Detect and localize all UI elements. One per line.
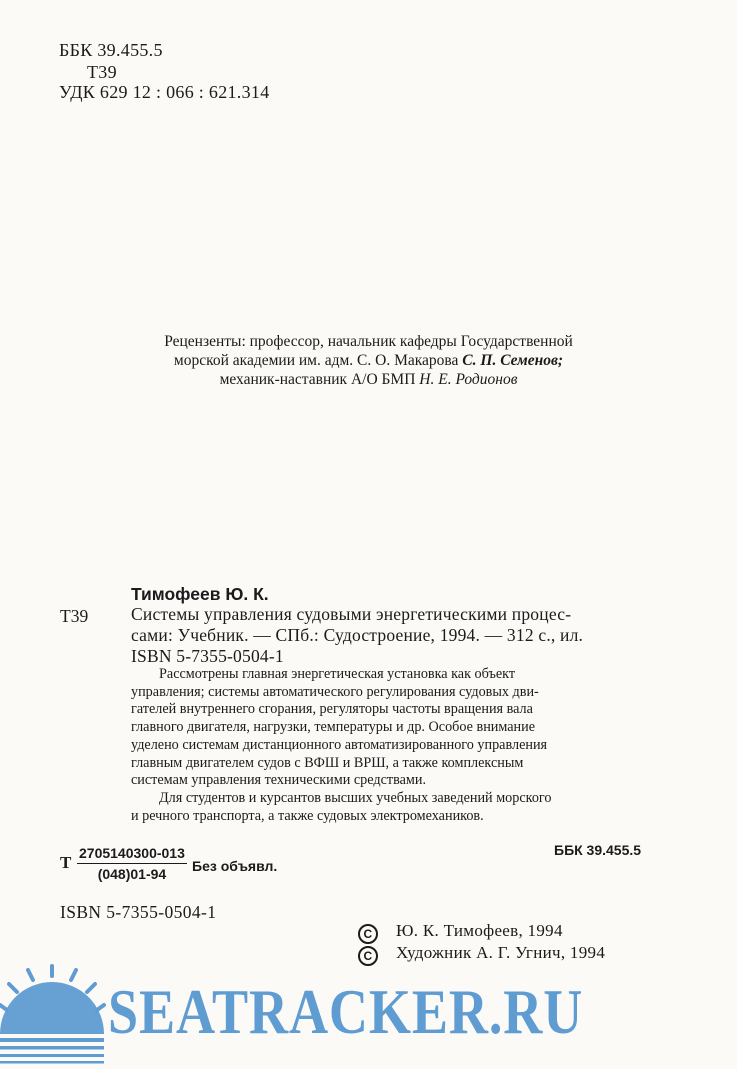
reviewers-block: [0, 332, 737, 389]
reviewers-line-2-text: морской академии им. адм. С. О. Макарова: [173, 352, 459, 369]
catalog-isbn: ISBN 5-7355-0504-1: [131, 646, 284, 666]
abstract-line: управления; системы автоматического регулирования судовых дви-: [131, 683, 539, 700]
reviewers-line-3: [0, 370, 737, 389]
abstract-line: гателей внутреннего сгорания, регуляторы частоты вращения вала: [131, 701, 533, 718]
author-code: Т39: [87, 62, 117, 82]
catalog-title-line-1: Системы управления судовыми энергетическими процес-: [131, 604, 572, 624]
no-announcement: Без объявл.: [192, 858, 278, 874]
catalog-code: Т39: [60, 606, 89, 626]
reviewers-line-2: [0, 351, 737, 370]
copyright-line-1: [358, 921, 563, 944]
copyright-icon: C: [358, 946, 378, 966]
abstract: [131, 666, 657, 825]
abstract-line: главным двигателем судов с ВФШ и ВРШ, а также комплексным: [131, 754, 524, 771]
imprint-denominator: (048)01-94: [97, 866, 167, 882]
reviewers-line-1: Рецензенты: профессор, начальник кафедры Государственной: [164, 333, 573, 350]
abstract-line: и речного транспорта, а также судовых электромехаников.: [131, 807, 484, 824]
abstract-line: уделено системам дистанционного автоматизированного управления: [131, 736, 548, 753]
sun-icon: [0, 966, 104, 1064]
abstract-line: системам управления техническими средствами.: [131, 772, 427, 789]
reviewer-name-semenov: С. П. Семенов;: [462, 352, 564, 369]
imprint-bbk: ББК 39.455.5: [554, 842, 642, 858]
copyright-text-1: Ю. К. Тимофеев, 1994: [396, 921, 563, 940]
copyright-icon: C: [358, 924, 378, 944]
reviewer-name-rodionov: Н. Е. Родионов: [419, 371, 518, 388]
imprint-isbn: ISBN 5-7355-0504-1: [60, 902, 217, 922]
abstract-paragraph-1: [131, 666, 657, 790]
abstract-paragraph-2: [131, 790, 657, 825]
bbk-code: ББК 39.455.5: [59, 40, 163, 60]
catalog-author: Тимофеев Ю. К.: [131, 584, 269, 604]
udk-code: УДК 629 12 : 066 : 621.314: [59, 82, 270, 102]
copyright-text-2: Художник А. Г. Угнич, 1994: [396, 943, 606, 962]
reviewers-line-3-text: механик-наставник А/О БМП: [219, 371, 416, 388]
imprint-fraction: [77, 845, 187, 883]
watermark-text: SEATRACKER.RU: [108, 977, 584, 1047]
imprint-letter: Т: [60, 853, 72, 872]
abstract-line: Для студентов и курсантов высших учебных заведений морского: [159, 789, 552, 806]
imprint-numerator: 2705140300-013: [77, 845, 187, 864]
catalog-title-line-2: сами: Учебник. — СПб.: Судостроение, 1994. — 312 с., ил.: [131, 625, 584, 645]
abstract-line: главного двигателя, нагрузки, температуры и др. Особое внимание: [131, 719, 536, 736]
abstract-line: Рассмотрены главная энергетическая установка как объект: [159, 666, 516, 682]
